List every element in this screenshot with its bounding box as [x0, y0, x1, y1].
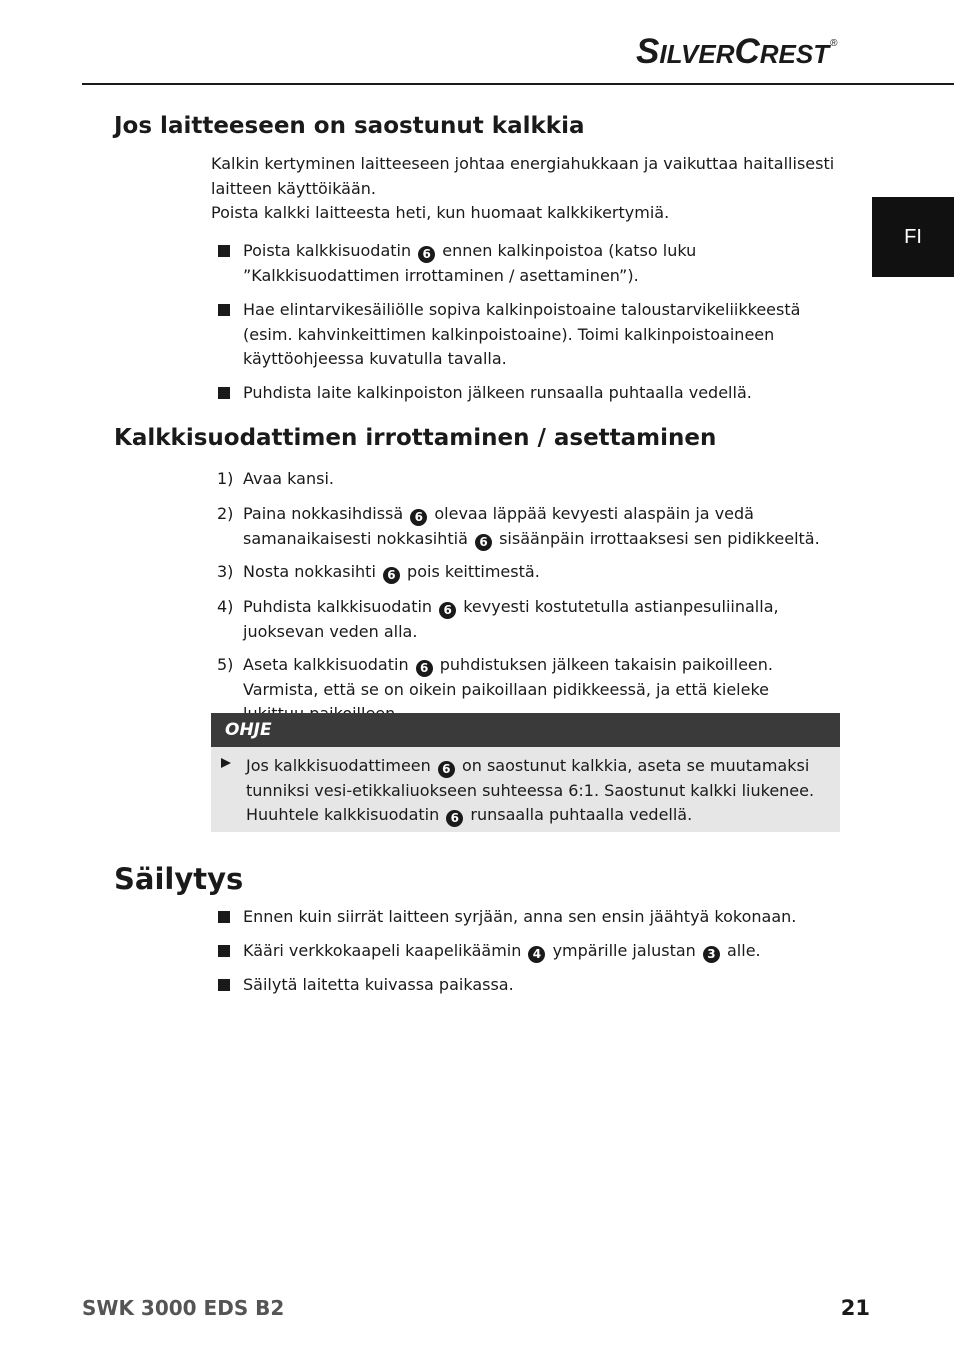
note-header: OHJE [211, 713, 840, 747]
list-item: Puhdista laite kalkinpoiston jälkeen runsaalla puhtaalla vedellä. [215, 381, 835, 406]
part-number-badge: 3 [703, 946, 720, 963]
part-number-badge: 6 [439, 602, 456, 619]
heading-descaling: Jos laitteeseen on saostunut kalkkia [114, 113, 585, 139]
part-number-badge: 6 [475, 534, 492, 551]
heading-storage: Säilytys [114, 862, 244, 896]
part-number-badge: 6 [446, 810, 463, 827]
bullet-square [218, 911, 230, 923]
note-box [211, 747, 840, 832]
list-item: Kääri verkkokaapeli kaapelikäämin 4 ympärille jalustan 3 alle. [215, 939, 835, 964]
step-item: 1) Avaa kansi. [217, 469, 334, 488]
list-item: Säilytä laitetta kuivassa paikassa. [215, 973, 835, 998]
part-number-badge: 6 [416, 660, 433, 677]
part-number-badge: 6 [410, 509, 427, 526]
header-rule [82, 83, 954, 85]
footer-model: SWK 3000 EDS B2 [82, 1296, 285, 1320]
step-item: 2) Paina nokkasihdissä 6 olevaa läppää kevyesti alaspäin ja vedä samanaikaisesti nokkasihtiä 6 sisäänpäin irrottaaksesi sen pidikkeeltä. [217, 504, 820, 549]
part-number-badge: 4 [528, 946, 545, 963]
arrow-right-icon [221, 758, 231, 768]
part-number-badge: 6 [438, 761, 455, 778]
bullet-square [218, 979, 230, 991]
brand-logo: SILVERCREST® [636, 32, 838, 71]
bullet-square [218, 945, 230, 957]
bullet-square [218, 304, 230, 316]
note-text: Jos kalkkisuodattimeen 6 on saostunut kalkkia, aseta se muutamaksi tunniksi vesi-etikkaliuokseen suhteessa 6:1. Saostunut kalkki liukenee. Huuhtele kalkkisuodatin 6 runsaalla puhtaalla vedellä. [246, 756, 815, 825]
language-tab: FI [872, 197, 954, 277]
step-item: 3) Nosta nokkasihti 6 pois keittimestä. [217, 562, 540, 582]
part-number-badge: 6 [383, 567, 400, 584]
page-number: 21 [840, 1296, 870, 1320]
bullet-square [218, 245, 230, 257]
part-number-badge: 6 [418, 246, 435, 263]
list-item: Poista kalkkisuodatin 6 ennen kalkinpoistoa (katso luku ”Kalkkisuodattimen irrottaminen / asettaminen”). [215, 239, 835, 288]
list-item: Ennen kuin siirrät laitteen syrjään, anna sen ensin jäähtyä kokonaan. [215, 905, 835, 930]
step-item: 5) Aseta kalkkisuodatin 6 puhdistuksen jälkeen takaisin paikoilleen. Varmista, että se on oikein paikoillaan pidikkeessä, ja että kieleke [217, 655, 773, 699]
step-item: 4) Puhdista kalkkisuodatin 6 kevyesti kostutetulla astianpesuliinalla, juoksevan veden alla. [217, 597, 779, 641]
bullet-square [218, 387, 230, 399]
heading-filter: Kalkkisuodattimen irrottaminen / asettaminen [114, 425, 717, 451]
descaling-intro: Kalkin kertyminen laitteeseen johtaa energiahukkaan ja vaikuttaa haitallisesti laitteen käyttöikään. Poista kalkki laitteesta heti, kun huomaat kalkkikertymiä. [211, 154, 835, 222]
list-item: Hae elintarvikesäiliölle sopiva kalkinpoistoaine taloustarvikeliikkeestä (esim. kahvinkeittimen kalkinpoistoaine). Toimi kalkinpoistoaineen käyttöohjeessa kuvatulla tavalla. [215, 298, 835, 372]
